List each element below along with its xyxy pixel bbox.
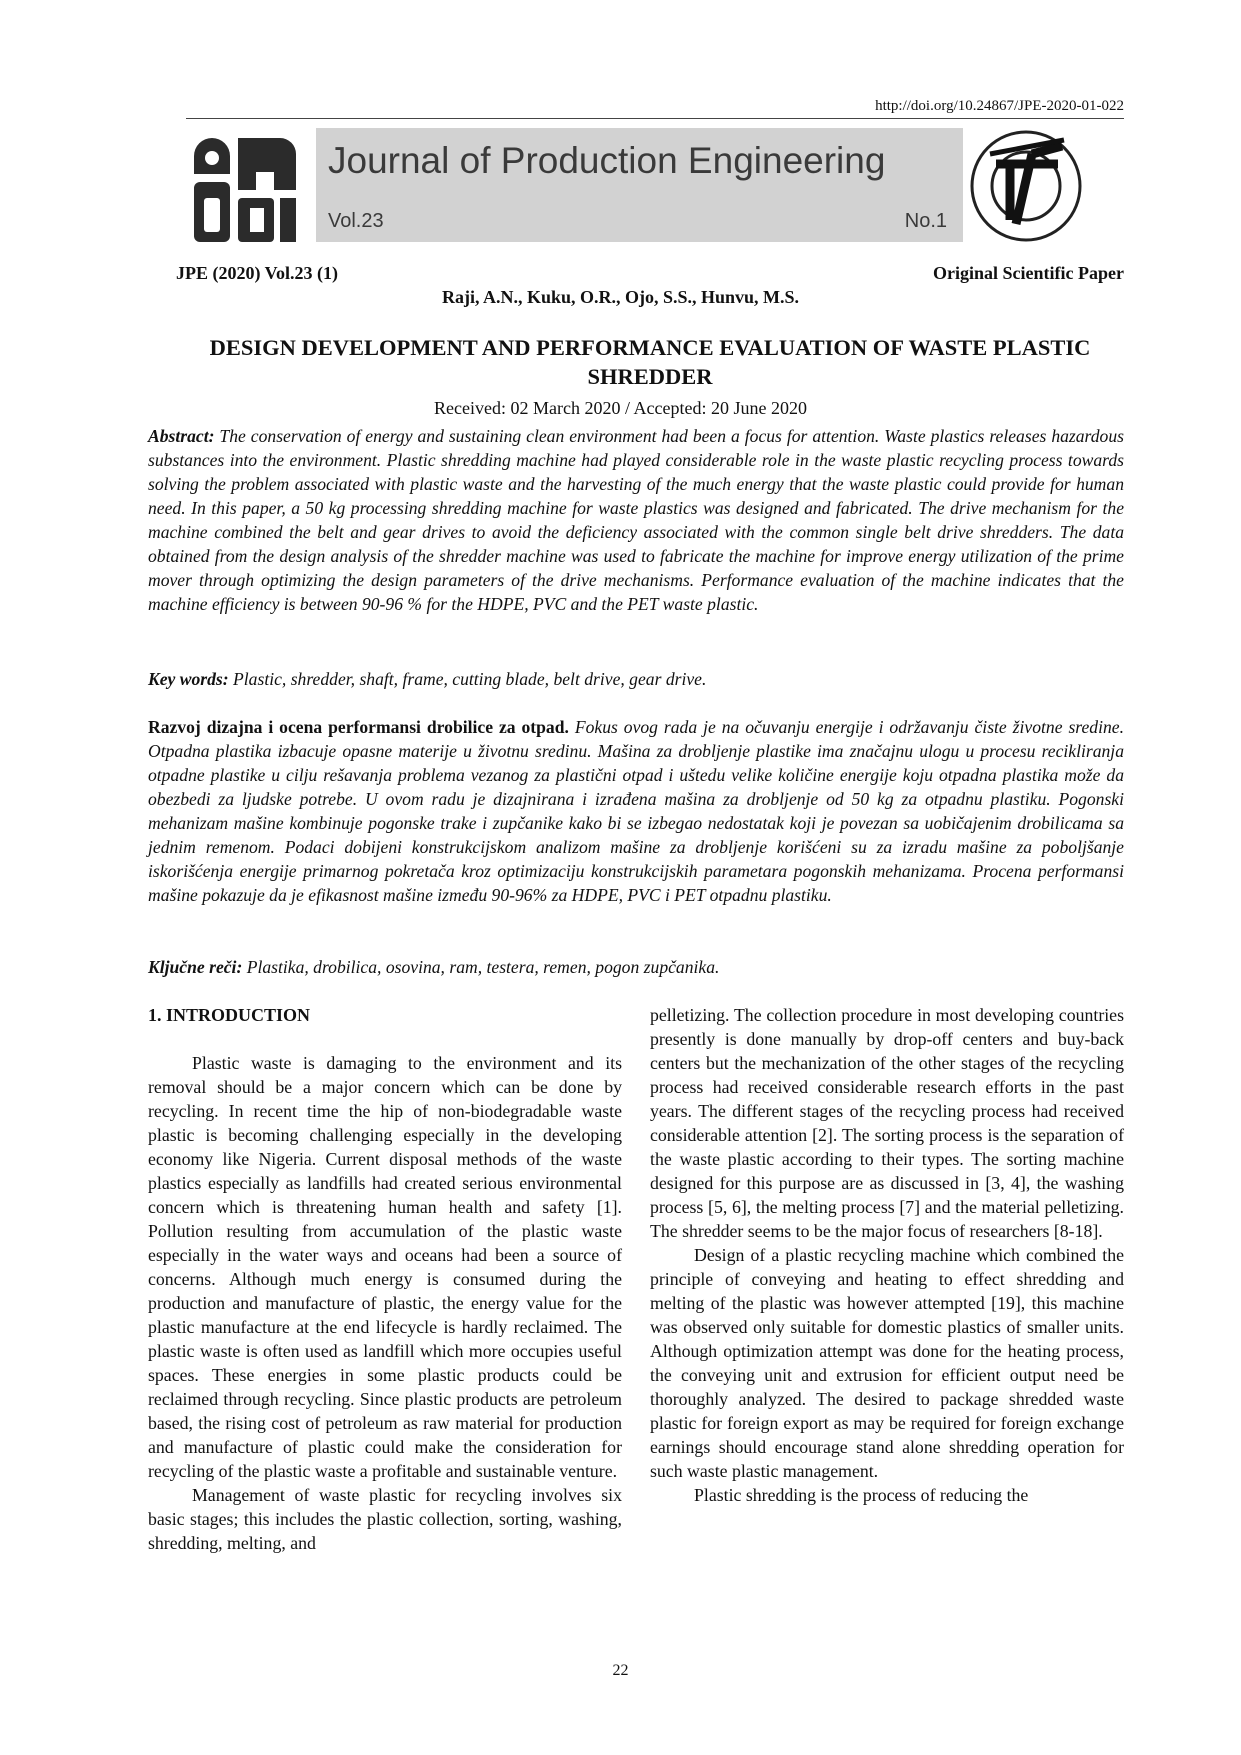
kljucne-reci-label: Ključne reči: — [148, 957, 243, 977]
kljucne-reci — [148, 955, 1124, 979]
paragraph: Management of waste plastic for recycling involves six basic stages; this includes the plastic collection, sorting, washing, shredding, melting, and — [148, 1485, 622, 1553]
citation: JPE (2020) Vol.23 (1) — [176, 263, 338, 283]
rezime-title: Razvoj dizajna i ocena performansi drobilice za otpad. — [148, 717, 569, 737]
journal-number: No.1 — [904, 210, 947, 232]
journal-title: Journal of Production Engineering — [328, 140, 886, 181]
dates: Received: 02 March 2020 / Accepted: 20 June 2020 — [434, 398, 807, 418]
body-right-column — [650, 1003, 1124, 1507]
rezime — [148, 715, 1124, 907]
paper-title: DESIGN DEVELOPMENT AND PERFORMANCE EVALUATION OF WASTE PLASTIC SHREDDER — [209, 335, 1091, 389]
paragraph: Plastic waste is damaging to the environment and its removal should be a major concern which can be done by recycling. In recent time the hip of non-biodegradable waste plastic is becoming challenging especially in the developing economy like Nigeria. Current disposal methods of the waste plastics especially as landfills had created serious environmental concern which is threatening human health and safety [1]. Pollution resulting from accumulation of the plastic waste especially in the water ways and oceans had been a source of concerns. Although much energy is consumed during the production and manufacture of plastic, the energy value for the plastic manufacture at the end lifecycle is hardly reclaimed. The plastic waste is often used as landfill which more occupies useful spaces. These energies in some plastic products could be reclaimed through recycling. Since plastic products are petroleum based, the rising cost of petroleum as raw material for production and manufacture of plastic could make the consideration for recycling of the plastic waste a profitable and sustainable venture. — [148, 1053, 622, 1481]
keywords-label: Key words: — [148, 669, 229, 689]
section-heading: 1. INTRODUCTION — [148, 1005, 311, 1025]
jpe-logo-icon — [190, 134, 298, 246]
paragraph: Plastic shredding is the process of reducing the — [694, 1485, 1029, 1505]
paragraph: Design of a plastic recycling machine which combined the principle of conveying and heating to effect shredding and melting of the plastic was however attempted [19], this machine was observed only suitable for domestic plastics of smaller units. Although optimization attempt was done for the heating process, the conveying unit and extrusion for efficient output need be thoroughly analyzed. The desired to package shredded waste plastic for foreign export as may be required for foreign exchange earnings should encourage stand alone shredding operation for such waste plastic management. — [650, 1245, 1124, 1481]
abstract — [148, 424, 1124, 616]
keywords — [148, 667, 1124, 691]
page-number: 22 — [612, 1662, 629, 1679]
journal-volume: Vol.23 — [328, 210, 384, 232]
doi-link[interactable]: http://doi.org/10.24867/JPE-2020-01-022 — [875, 98, 1124, 114]
abstract-label: Abstract: — [148, 426, 215, 446]
journal-banner — [316, 128, 963, 242]
abstract-text: The conservation of energy and sustaining clean environment had been a focus for attention. Waste plastics releases hazardous substances into the environment. Plastic shredding machine had played considerable role in the waste plastic recycling process towards solving the problem associated with plastic waste and the harvesting of the much energy that the waste plastic could provide for human need. In this paper, a 50 kg processing shredding machine for waste plastics was designed and fabricated. The drive mechanism for the machine combined the belt and gear drives to avoid the deficiency associated with the common single belt drive shredders. The data obtained from the design analysis of the shredder machine was used to fabricate the machine for improve energy utilization of the prime mover through optimizing the design parameters of the drive mechanisms. Performance evaluation of the machine indicates that the machine efficiency is between 90-96 % for the HDPE, PVC and the PET waste plastic. — [148, 426, 1124, 614]
header-rule — [186, 118, 1124, 119]
faculty-seal-logo-icon — [966, 124, 1086, 248]
body-left-column — [148, 1003, 622, 1555]
keywords-text: Plastic, shredder, shaft, frame, cutting blade, belt drive, gear drive. — [228, 669, 707, 689]
paragraph: pelletizing. The collection procedure in most developing countries presently is done manually by drop-off centers and buy-back centers but the mechanization of the other stages of the recycling process had received considerable research efforts in the past years. The different stages of the recycling process had received considerable attention [2]. The sorting process is the separation of the waste plastic according to their types. The sorting machine designed for this purpose are as discussed in [3, 4], the washing process [5, 6], the melting process [7] and the material pelletizing. The shredder seems to be the major focus of researchers [8-18]. — [650, 1005, 1124, 1241]
kljucne-reci-text: Plastika, drobilica, osovina, ram, testera, remen, pogon zupčanika. — [242, 957, 720, 977]
authors: Raji, A.N., Kuku, O.R., Ojo, S.S., Hunvu, M.S. — [441, 287, 800, 307]
rezime-text: Fokus ovog rada je na očuvanju energije i održavanju čiste životne sredine. Otpadna plastika izbacuje opasne materije u životnu sredinu. Mašina za drobljenje plastike ima značajnu ulogu u procesu recikliranja otpadne plastike u cilju rešavanja problema vezanog za plastični otpad i uštedu velike količine energije koju otpadna plastika može da obezbedi za ljudske potrebe. U ovom radu je dizajnirana i izrađena mašina za drobljenje od 50 kg za otpadnu plastiku. Pogonski mehanizam mašine kombinuje pogonske trake i zupčanike kako bi se izbegao nedostatak koji je povezan sa uobičajenim drobilicama sa jednim remenom. Podaci dobijeni konstrukcijskom analizom mašine za drobljenje korišćeni su za izradu mašine za poboljšanje iskorišćenja energije primarnog pokretača kroz optimizaciju konstrukcijskih parametara pogonskih mehanizama. Procena performansi mašine pokazuje da je efikasnost mašine između 90-96% za HDPE, PVC i PET otpadnu plastiku. — [148, 717, 1124, 905]
paper-type: Original Scientific Paper — [933, 263, 1124, 283]
